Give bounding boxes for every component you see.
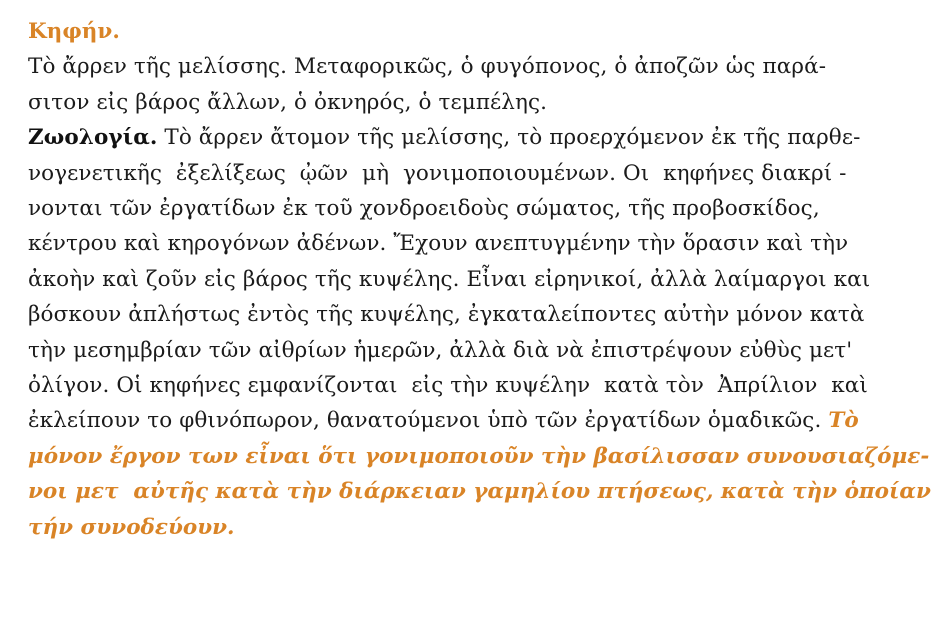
zoology-line: κέντρου καὶ κηρογόνων ἀδένων. Ἔχουν ανεπτυγμένην τὴν ὅρασιν καὶ τὴν [28,231,849,257]
closing-accent-line: μόνον ἔργον των εἶναι ὅτι γονιμοποιοῦν τὴν βασίλισσαν συνουσιαζόμε- [28,443,930,469]
closing-accent-line: νοι μετ αὐτῆς κατὰ τὴν διάρκειαν γαμηλίου πτήσεως, κατὰ τὴν ὁποίαν [28,479,931,505]
zoology-label: Ζωολογία. [28,125,158,151]
closing-accent-line: τήν συνοδεύουν. [28,514,235,540]
zoology-line: νονται τῶν ἐργατίδων ἐκ τοῦ χονδροειδοὺς σώματος, τῆς προβοσκίδος, [28,196,820,222]
closing-plain-text: ἐκλείπουν το φθινόπωρον, θανατούμενοι ὑπὸ τῶν ἐργατίδων ὁμαδικῶς. [28,408,829,434]
zoology-line: ὀλίγον. Οἱ κηφήνες εμφανίζονται εἰς τὴν κυψέλην κατὰ τὸν Ἀπρίλιον καὶ [28,373,868,399]
zoology-line: βόσκουν ἀπλήστως ἐντὸς τῆς κυψέλης, ἐγκαταλείποντες αὐτὴν μόνον κατὰ [28,302,865,328]
entry-definition-line: σιτον εἰς βάρος ἄλλων, ὁ ὀκνηρός, ὁ τεμπέλης. [28,89,548,115]
zoology-first-line [28,120,912,155]
zoology-line: τὴν μεσημβρίαν τῶν αἰθρίων ἡμερῶν, ἀλλὰ διὰ νὰ ἐπιστρέψουν εὐθὺς μετ' [28,337,853,363]
entry-headword: Κηφήν. [28,19,120,44]
zoology-line: ἀκοὴν καὶ ζοῦν εἰς βάρος τῆς κυψέλης. Εἶναι εἰρηνικοί, ἀλλὰ λαίμαργοι και [28,266,871,292]
zoology-line: νογενετικῆς ἐξελίξεως ᾠῶν μὴ γονιμοποιουμένων. Οι κηφήνες διακρί - [28,160,847,186]
closing-transition-line [28,403,912,438]
zoology-first-line-text: Τὸ ἄρρεν ἄτομον τῆς μελίσσης, τὸ προερχόμενον ἐκ τῆς παρθε- [157,125,861,151]
closing-accent-start: Τὸ [828,408,859,434]
entry-definition-line: Τὸ ἄρρεν τῆς μελίσσης. Μεταφορικῶς, ὁ φυγόπονος, ὁ ἀποζῶν ὡς παρά- [28,54,827,80]
